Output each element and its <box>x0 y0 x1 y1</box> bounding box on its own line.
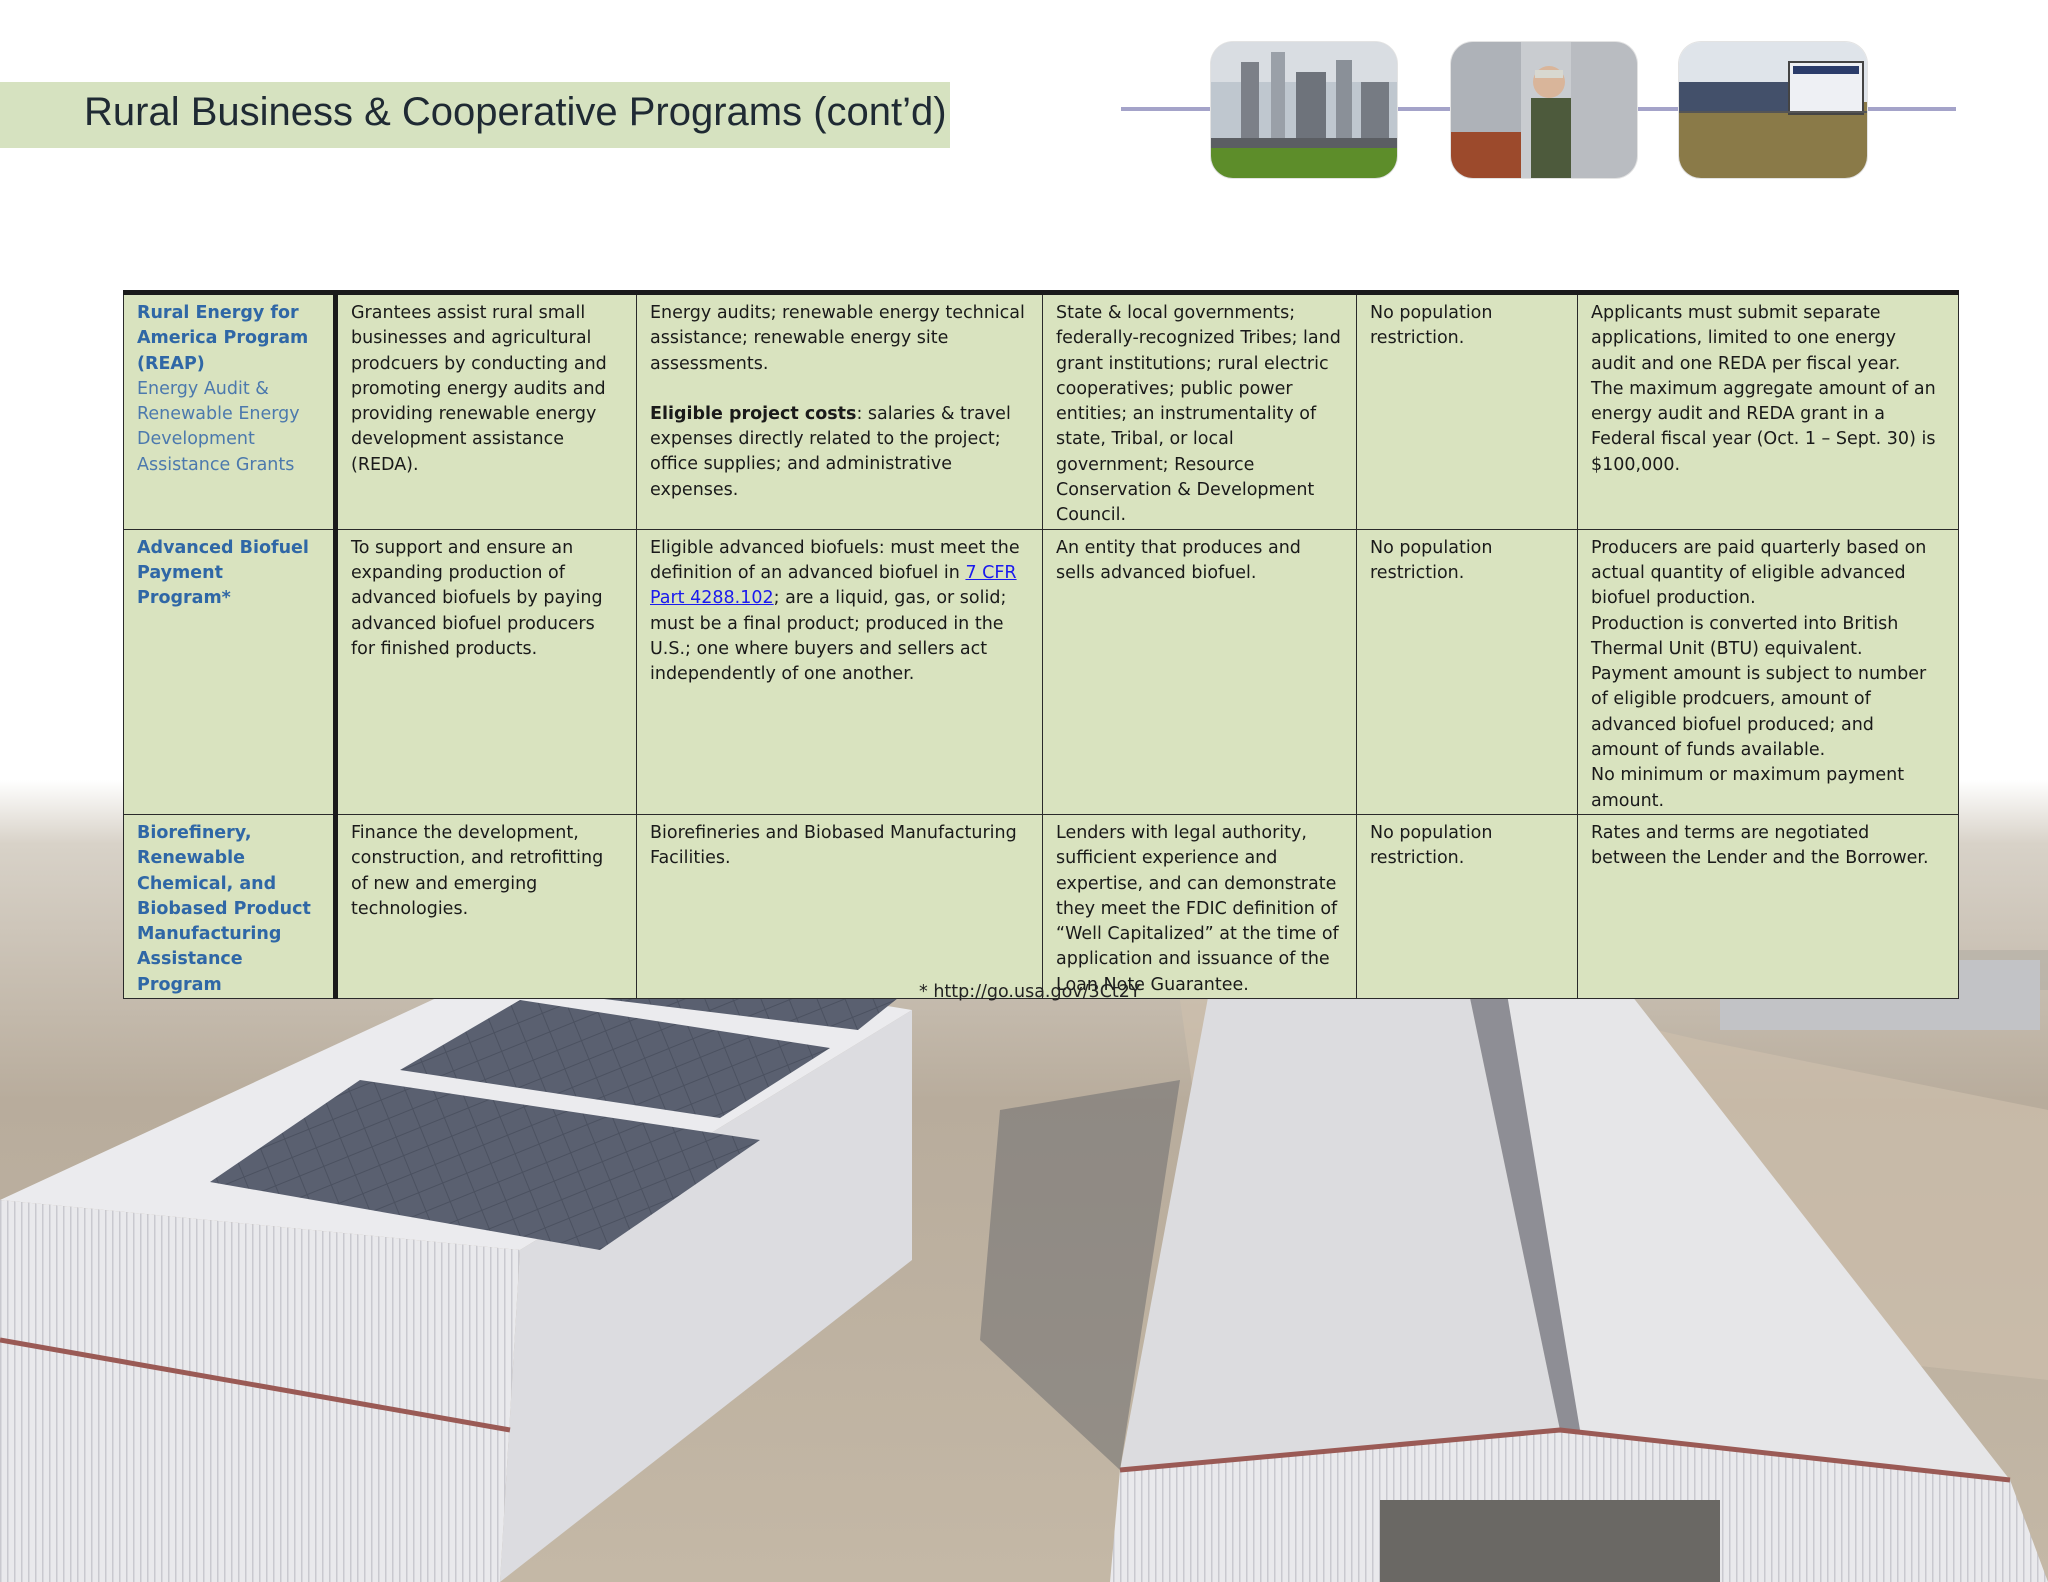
biorefinery-plant-photo <box>1211 42 1397 178</box>
note-line: The maximum aggregate amount of an energy audit and REDA grant in a Federal fiscal year (Oct. 1 – Sept. 30) is $100,000. <box>1591 378 1936 475</box>
program-eligible-applicants: Lenders with legal authority, sufficient experience and expertise, and can demonstrate they meet the FDIC definition of “Well Capitalized” at the time of application and issuance of the Loan Note Guarantee. <box>1043 814 1357 998</box>
program-name: Biorefinery, Renewable Chemical, and Biobased Product Manufacturing Assistance Program <box>137 822 311 995</box>
farmer-with-grain-bins-photo <box>1451 42 1637 178</box>
program-purpose: To support and ensure an expanding production of advanced biofuels by paying advanced biofuel producers for finished products. <box>336 529 637 814</box>
program-eligible-uses: Biorefineries and Biobased Manufacturing Facilities. <box>637 814 1043 998</box>
program-name: Advanced Biofuel Payment Program* <box>137 537 309 609</box>
program-name-cell <box>124 293 336 530</box>
uses-text: ; are a liquid, gas, or solid; must be a final product; produced in the U.S.; one where buyers and sellers act independently of one another. <box>650 588 1007 685</box>
program-eligible-uses <box>637 293 1043 530</box>
programs-table <box>123 290 1959 999</box>
solar-site-with-sign-photo <box>1679 42 1867 178</box>
program-population: No population restriction. <box>1357 814 1578 998</box>
program-notes <box>1578 293 1959 530</box>
program-population: No population restriction. <box>1357 529 1578 814</box>
cfr-link[interactable]: 7 CFR Part 4288.102 <box>650 562 1017 609</box>
program-notes <box>1578 529 1959 814</box>
program-name-cell <box>124 814 336 998</box>
program-notes <box>1578 814 1959 998</box>
eligible-project-costs-text <box>650 404 1011 500</box>
eligible-project-costs-label: Eligible project costs <box>650 403 857 424</box>
table-row <box>124 814 1959 998</box>
program-purpose: Finance the development, construction, and retrofitting of new and emerging technologies. <box>336 814 637 998</box>
table-row <box>124 529 1959 814</box>
program-name: Rural Energy for America Program (REAP) <box>137 303 309 374</box>
note-line: Payment amount is subject to number of eligible prodcuers, amount of advanced biofuel produced; and amount of funds available. <box>1591 664 1927 761</box>
note-line: No minimum or maximum payment amount. <box>1591 765 1905 811</box>
uses-text: Eligible advanced biofuels: must meet the definition of an advanced biofuel in <box>650 537 1020 583</box>
note-line: Production is converted into British Thermal Unit (BTU) equivalent. <box>1591 613 1899 659</box>
program-purpose: Grantees assist rural small businesses and agricultural prodcuers by conducting and promoting energy audits and providing renewable energy development assistance (REDA). <box>336 293 637 530</box>
note-line: Producers are paid quarterly based on actual quantity of eligible advanced biofuel production. <box>1591 537 1927 609</box>
table-row <box>124 293 1959 530</box>
footnote-url: * http://go.usa.gov/3Ct2Y <box>919 982 1141 1002</box>
note-line: Rates and terms are negotiated between the Lender and the Borrower. <box>1591 822 1929 869</box>
program-eligible-applicants: An entity that produces and sells advanced biofuel. <box>1043 529 1357 814</box>
program-subtitle: Energy Audit & Renewable Energy Development Assistance Grants <box>137 378 300 475</box>
uses-text: Energy audits; renewable energy technical assistance; renewable energy site assessments. <box>650 303 1025 374</box>
eligible-project-costs-detail: : salaries & travel expenses directly related to the project; office supplies; and administrative expenses. <box>650 403 1011 500</box>
program-eligible-applicants: State & local governments; federally-recognized Tribes; land grant institutions; rural electric cooperatives; public power entities; an instrumentality of state, Tribal, or local government; Resource Conservation & Development Council. <box>1043 293 1357 530</box>
note-line: Applicants must submit separate applications, limited to one energy audit and one REDA per fiscal year. <box>1591 303 1901 374</box>
page-title: Rural Business & Cooperative Programs (cont’d) <box>84 90 947 134</box>
program-population: No population restriction. <box>1357 293 1578 530</box>
program-eligible-uses <box>637 529 1043 814</box>
program-name-cell <box>124 529 336 814</box>
